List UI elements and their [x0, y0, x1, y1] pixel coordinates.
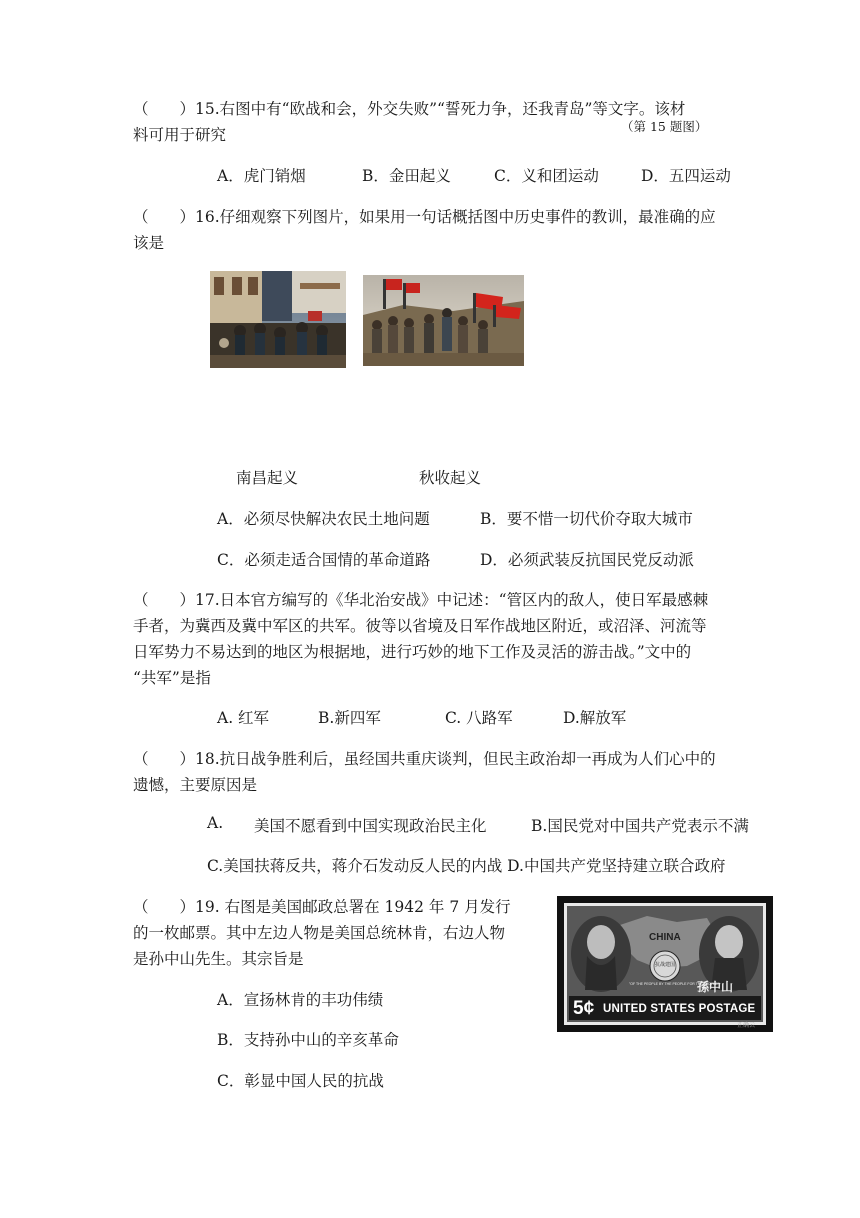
q18-stem-line1: 18.抗日战争胜利后，虽经国共重庆谈判，但民主政治却一再成为人们心中的	[195, 750, 716, 768]
q16-answer-blank[interactable]: （ ）	[133, 208, 196, 226]
q19-option-a[interactable]: A．宣扬林肯的丰功伟绩	[217, 991, 384, 1009]
q18-option-c-d[interactable]: C.美国扶蒋反共，蒋介石发动反人民的内战 D.中国共产党坚持建立联合政府	[207, 857, 726, 875]
q15-option-d[interactable]: D．五四运动	[641, 167, 731, 185]
stamp-seal-text: 抗战建国	[655, 962, 676, 968]
q15-stem-line2: 料可用于研究	[133, 126, 227, 144]
q19-answer-blank[interactable]: （ ）	[133, 898, 196, 916]
q18-answer-blank[interactable]: （ ）	[133, 750, 196, 768]
stamp-map-label: CHINA	[649, 932, 681, 943]
q17-line1	[133, 588, 708, 610]
q15-figure-label: （第 15 题图）	[621, 119, 708, 134]
q15-option-b[interactable]: B．金田起义	[362, 167, 451, 185]
stamp-value: 5¢	[573, 998, 595, 1019]
q17-answer-blank[interactable]: （ ）	[133, 591, 196, 609]
q19-option-b[interactable]: B．支持孙中山的辛亥革命	[217, 1031, 399, 1049]
q16-stem-line1: 16.仔细观察下列图片，如果用一句话概括图中历史事件的教训，最准确的应	[195, 208, 716, 226]
q17-option-a[interactable]: A. 红军	[217, 709, 270, 727]
q19-stem-line1: 19. 右图是美国邮政总署在 1942 年 7 月发行	[195, 898, 511, 916]
q16-option-c[interactable]: C．必须走适合国情的革命道路	[217, 551, 431, 569]
nanchang-uprising-image	[210, 271, 346, 368]
q16-option-a[interactable]: A．必须尽快解决农民土地问题	[217, 510, 430, 528]
q19-stem-line2: 的一枚邮票。其中左边人物是美国总统林肯，右边人物	[133, 924, 506, 942]
q17-stem-line3: 日军势力不易达到的地区为根据地，进行巧妙的地下工作及灵活的游击战。”文中的	[133, 643, 692, 661]
q18-option-a[interactable]: 美国不愿看到中国实现政治民主化	[254, 817, 487, 835]
q19-stem-line3: 是孙中山先生。其宗旨是	[133, 950, 304, 968]
q16-option-b[interactable]: B．要不惜一切代价夺取大城市	[480, 510, 693, 528]
q18-line1	[133, 747, 716, 769]
q15-option-a[interactable]: A．虎门销烟	[217, 167, 306, 185]
stamp-chinese-name: 孫中山	[697, 980, 734, 994]
stamp-watermark: 正确云	[737, 1022, 756, 1029]
q18-option-a-letter[interactable]: A.	[207, 814, 224, 832]
q16-line1	[133, 205, 716, 227]
q15-stem-line1: 15.右图中有“欧战和会，外交失败”“誓死力争，还我青岛”等文字。该材	[195, 100, 686, 118]
q16-option-d[interactable]: D．必须武装反抗国民党反动派	[480, 551, 694, 569]
q17-stem-line1: 17.日本官方编写的《华北治安战》中记述：“管区内的敌人，使日军最感棘	[195, 591, 709, 609]
autumn-harvest-caption: 秋收起义	[419, 469, 482, 487]
q16-stem-line2: 该是	[133, 234, 165, 252]
q18-option-b[interactable]: B.国民党对中国共产党表示不满	[531, 817, 749, 835]
stamp-quote: "OF THE PEOPLE BY THE PEOPLE FOR THE PEOPLE"	[629, 982, 719, 986]
q17-option-c[interactable]: C. 八路军	[445, 709, 513, 727]
lincoln-sun-yatsen-stamp	[557, 896, 773, 1032]
q17-stem-line4: “共军”是指	[133, 669, 211, 687]
q15-option-c[interactable]: C．义和团运动	[494, 167, 599, 185]
autumn-harvest-uprising-image	[363, 275, 524, 366]
q17-option-b[interactable]: B.新四军	[318, 709, 381, 727]
q19-line1	[133, 895, 511, 917]
q18-stem-line2: 遗憾，主要原因是	[133, 776, 258, 794]
nanchang-caption: 南昌起义	[236, 469, 299, 487]
q17-option-d[interactable]: D.解放军	[563, 709, 627, 727]
q17-stem-line2: 手者，为冀西及冀中军区的共军。彼等以省境及日军作战地区附近，或沼泽、河流等	[133, 617, 707, 635]
q15-line1	[133, 97, 685, 119]
q19-option-c[interactable]: C．彰显中国人民的抗战	[217, 1072, 384, 1090]
q15-answer-blank[interactable]: （ ）	[133, 100, 196, 118]
stamp-banner: UNITED STATES POSTAGE	[603, 1003, 756, 1015]
